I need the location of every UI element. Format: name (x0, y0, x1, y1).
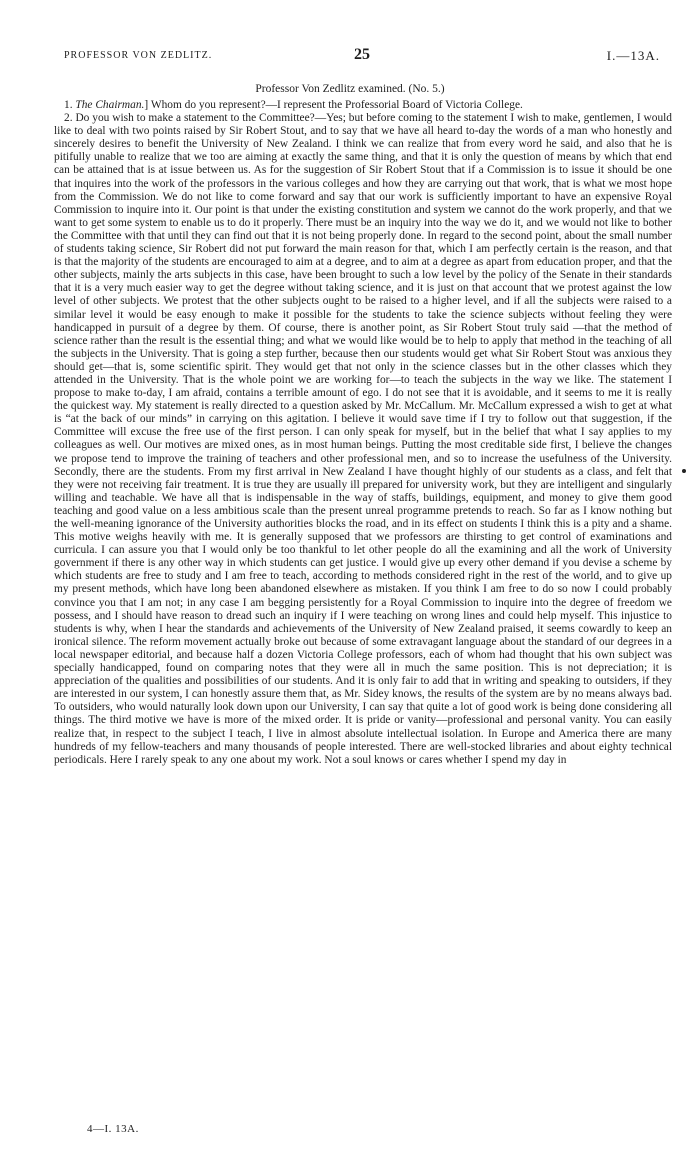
speaker-name: The Chairman. (75, 99, 145, 111)
paragraph-1 (54, 99, 672, 112)
paragraph-1-number: 1. (64, 99, 73, 111)
testimony-body (54, 99, 672, 767)
signature-mark: 4—I. 13A. (87, 1123, 139, 1135)
margin-mark (682, 469, 686, 473)
paragraph-2-text: Do you wish to make a statement to the Committee?—Yes; but before coming to the statement I wish to make, gentlemen, I would like to deal with two points raised by Sir Robert Stout, and to say that we have all heard to-day the words of a man who honestly and sincerely desires to benefit the University of New Zealand. I think we can realize that from every word he said, and also that he is pitifully unable to realize that we too are aiming at exactly the same thing, and that it is only the question of means by which that end can be attained that is at issue between us. As for the suggestion of Sir Robert Stout that if a Commission is to issue it should be one that inquires into the work of the professors in the various colleges and how they are carrying out that work, that is what we most hope from the Commission. We do not like to come forward and say that our work is sufficiently important to have an expensive Royal Commission to inquire into it. Our point is that under the existing constitution and system we cannot do the work properly, and that we want to get some system to enable us to do it properly. There must be an inquiry into the way we do it, and we would not like to bother the Committee with that until they can find out that it is not being properly done. In regard to the second point, about the small number of students taking science, Sir Robert did not put forward the main reason for that, which I am perfectly certain is the reason, and that is that the majority of the students are encouraged to aim at a degree, and to aim at a degree as apart from education proper, and that the other subjects, mainly the arts subjects in this case, have been brought to such a low level by the policy of the Senate in their standards that it is a very much easier way to get the degree without taking science, and it is just on that account that we protest against the low level of other subjects. We protest that the other subjects ought to be raised to a higher level, and if all the subjects were raised to a similar level it would be easy enough to make it possible for the students to take the science subjects without feeling they were handicapped in pursuit of a degree by them. Of course, there is another point, as Sir Robert Stout truly said —that the method of science rather than the result is the essential thing; and what we would like would be to help to apply that method in the teaching of all the subjects in the University. That is going a step further, because then our students would get what Sir Robert Stout was anxious they should get—that is, some scientific spirit. They would get that not only in the science classes but in the other classes which they attended in the University. That is the whole point we are working for—to teach the subjects in the way we like. The statement I propose to make to-day, I am afraid, contains a terrible amount of ego. I do not see that it is avoidable, and it seems to me it is really the quickest way. My statement is really directed to a question asked by Mr. McCallum. Mr. McCallum expressed a wish to get at what is “at the back of our minds” in carrying on this agitation. I believe it would save time if I try to follow out that suggestion, if the Committee will excuse the free use of the first person. I can only speak for myself, but in the belief that what I say applies to my colleagues as well. Our motives are mixed ones, as in most human beings. Putting the most creditable side first, I believe the changes we propose tend to improve the training of teachers and other professional men, and so to increase the usefulness of the University. Secondly, there are the students. From my first arrival in New Zealand I have thought highly of our students as a class, and felt that they were not receiving fair treatment. It is true they are usually ill prepared for university work, but they are intelligent and singularly willing and teachable. We have all that is indispensable in the way of staffs, buildings, equipment, and money to give them good teaching and good value on a less ambitious scale than the present unreal programme pretends to reach. So far as I know nothing but the well-meaning ignorance of the University authorities blocks the road, and in its effect on students I think this is a pity and a shame. This motive weighs heavily with me. It is generally supposed that we professors are thirsting to get control of examinations and curricula. I can assure you that I would only be too thankful to let other people do all the examining and all the work of University government if there is any other way in which students can get justice. I would give up every other demand if you devise a scheme by which students are free to study and I am free to teach, according to methods considered right in the rest of the world, and to give up my present methods, which have long been abandoned elsewhere as mistaken. If you think I am free to do so now I could probably convince you that I am not; in any case I am begging persistently for a Royal Commission to inquire into the degree of freedom we possess, and I should have reason to dread such an inquiry if I were teaching on wrong lines and could help myself. This injustice to students is why, when I hear the standards and achievements of the University of New Zealand praised, it seems cowardly to keep an ironical silence. The reform movement actually broke out because of some extravagant language about the standard of our degrees in a local newspaper editorial, and because half a dozen Victoria College professors, each of whom had thought that his own subject was specially handicapped, found on comparing notes that they were all in much the same position. This is not depreciation; it is appreciation of the qualities and possibilities of our students. And it is only fair to add that in writing and speaking to outsiders, if they are interested in our system, I can honestly assure them that, as Mr. Sidey knows, the results of the system are by no means always bad. To outsiders, who would naturally look down upon our University, I can say that quite a lot of good work is being done considering all things. The third motive we have is more of the mixed order. It is pride or vanity—professional and personal vanity. You can easily realize that, in respect to the subject I teach, I live in almost absolute intellectual isolation. In Europe and America there are many hundreds of my fellow-teachers and many thousands of people interested. There are well-stocked libraries and about eighty technical periodicals. Here I rarely speak to any one about my work. Not a soul knows or cares whether I spend my day in (54, 112, 672, 766)
witness-heading: Professor Von Zedlitz examined. (No. 5.) (255, 83, 445, 95)
paragraph-2 (54, 112, 672, 767)
paragraph-1-text: ] Whom do you represent?—I represent the Professorial Board of Victoria College. (144, 99, 523, 111)
paper-reference: I.—13A. (606, 48, 660, 63)
running-head-title: PROFESSOR VON ZEDLITZ. (64, 50, 213, 61)
running-head (64, 46, 660, 66)
page-number: 25 (354, 46, 370, 63)
paragraph-2-number: 2. (64, 112, 73, 125)
